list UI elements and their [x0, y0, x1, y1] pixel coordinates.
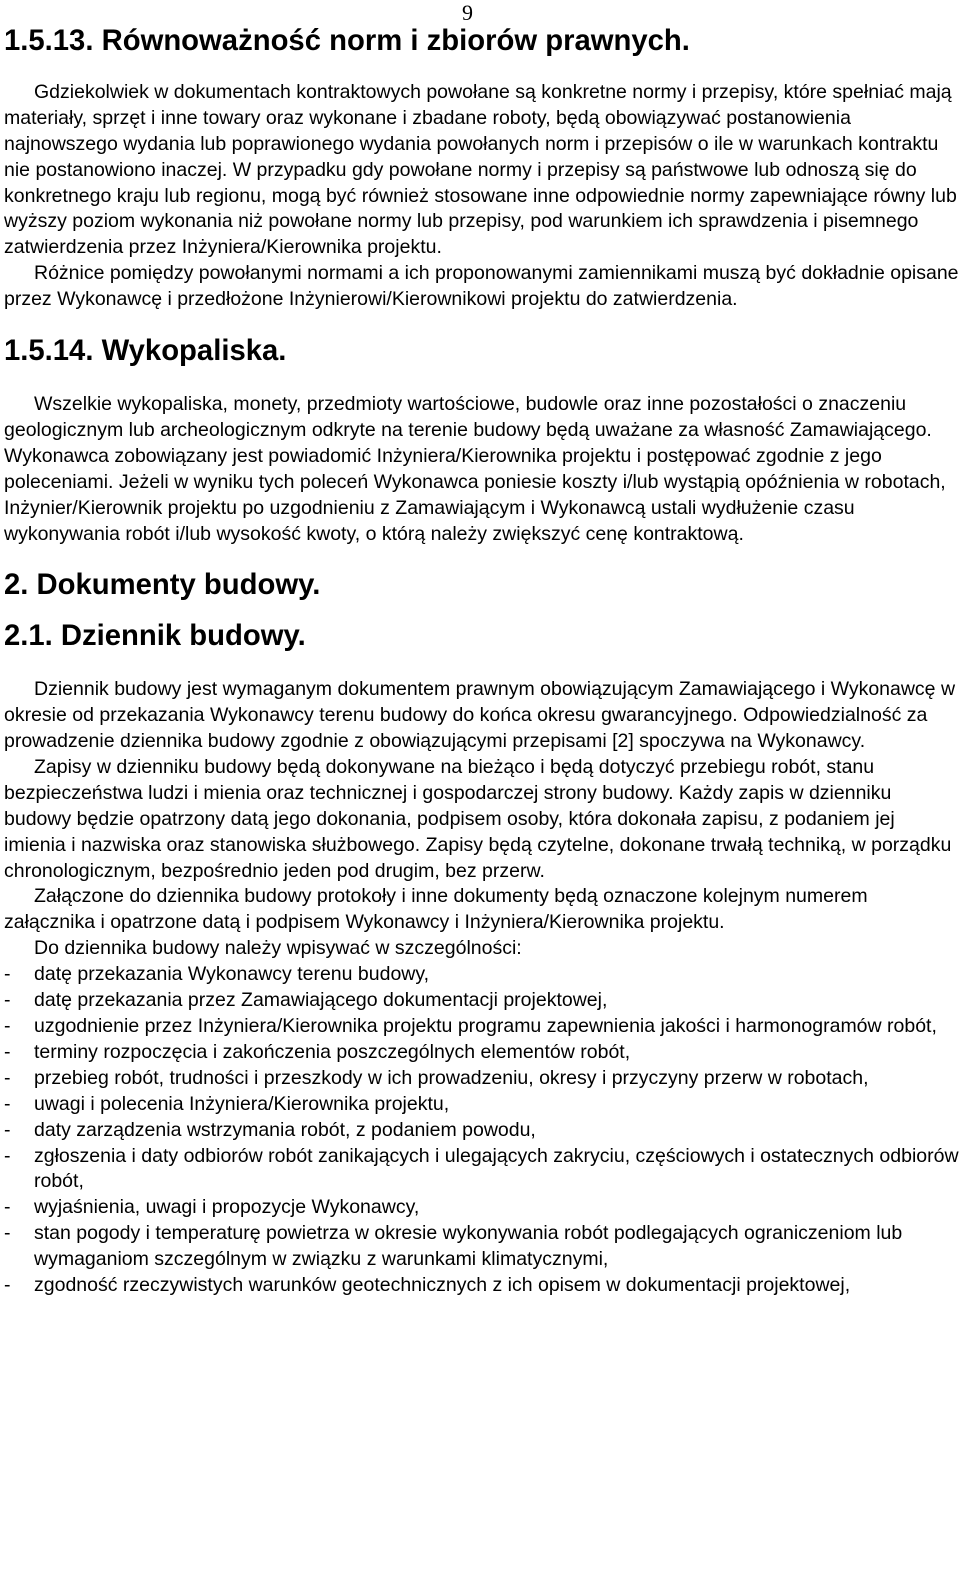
list-item: [4, 988, 959, 1014]
heading-2: 2. Dokumenty budowy.: [4, 569, 321, 602]
list-dash: -: [4, 1015, 11, 1037]
list-dash: -: [4, 1092, 11, 1115]
heading-1-5-14: 1.5.14. Wykopaliska.: [4, 335, 287, 368]
list-item: [4, 1092, 959, 1118]
list-item: [4, 962, 959, 988]
paragraph-site-diary-attachments: Załączone do dziennika budowy protokoły i inne dokumenty będą oznaczone kolejnym numerem załącznika i opatrzone datą i podpisem Wykonawcy i Inżyniera/Kierownika projektu.: [4, 885, 868, 934]
list-dash: -: [4, 963, 11, 986]
list-dash: -: [4, 1118, 11, 1141]
paragraph-norms-differences: Różnice pomiędzy powołanymi normami a ich proponowanymi zamiennikami muszą być dokładnie opisane przez Wykonawcę i przedłożone Inżynierowi/Kierownikowi projektu do zatwierdzenia.: [4, 262, 959, 311]
list-item: [4, 1221, 959, 1273]
site-diary-entry-list: [4, 962, 959, 1299]
paragraph-site-diary-definition: Dziennik budowy jest wymaganym dokumentem prawnym obowiązującym Zamawiającego i Wykonawcę w okresie od przekazania Wykonawcy terenu budowy do końca okresu gwarancyjnego. Odpowiedzialność za prowadzenie dziennika budowy zgodnie z obowiązującymi przepisami [2] spoczywa na Wykonawcy.: [4, 678, 956, 753]
list-item-text: uwagi i polecenia Inżyniera/Kierownika projektu,: [34, 1092, 450, 1115]
paragraph-excavations-procedure: Wykonawca zobowiązany jest powiadomić Inżyniera/Kierownika projektu i postępować zgodnie z jego poleceniami. Jeżeli w wyniku tych poleceń Wykonawca poniesie koszty i/lub wystąpią opóźnienia w robotach, Inżynier/Kierownik projektu po uzgodnieniu z Zamawiającym i Wykonawcą ustali wydłużenie czasu wykonywania robót i/lub wysokość kwoty, o którą należy zwiększyć cenę kontraktową.: [4, 444, 946, 545]
list-item-text: przebieg robót, trudności i przeszkody w ich prowadzeniu, okresy i przyczyny przerw w robotach,: [34, 1066, 869, 1089]
list-item: [4, 1195, 959, 1221]
paragraph-norms-equivalence: Gdziekolwiek w dokumentach kontraktowych powołane są konkretne normy i przepisy, które spełniać mają materiały, sprzęt i inne towary oraz wykonane i zbadane roboty, będą obowiązywać postanowienia najnowszego wydania lub poprawionego wydania powołanych norm i przepisów o ile w warunkach kontraktu nie postanowiono inaczej. W przypadku gdy powołane normy i przepisy są państwowe lub odnoszą się do konkretnego kraju lub regionu, mogą być również stosowane inne odpowiednie normy zapewniające równy lub wyższy poziom wykonania niż powołane normy lub przepisy, pod warunkiem ich sprawdzenia i pisemnego zatwierdzenia przez Inżyniera/Kierownika projektu.: [4, 80, 957, 259]
list-item-text: wyjaśnienia, uwagi i propozycje Wykonawcy,: [34, 1196, 420, 1219]
list-dash: -: [4, 1222, 11, 1245]
list-item-text: stan pogody i temperaturę powietrza w okresie wykonywania robót podlegających ograniczeniom lub wymaganiom szczególnym w związku z warunkami klimatycznymi,: [34, 1222, 903, 1271]
list-item-text: datę przekazania Wykonawcy terenu budowy,: [34, 963, 430, 986]
list-item-text: datę przekazania przez Zamawiającego dokumentacji projektowej,: [34, 989, 608, 1012]
list-item: [4, 1118, 959, 1144]
list-item-text: uzgodnienie przez Inżyniera/Kierownika projektu programu zapewnienia jakości i harmonogramów robót,: [34, 1015, 937, 1037]
list-dash: -: [4, 1040, 11, 1063]
heading-1-5-13: 1.5.13. Równoważność norm i zbiorów prawnych.: [4, 25, 690, 57]
list-item: [4, 1066, 959, 1092]
paragraph-excavations-property: Wszelkie wykopaliska, monety, przedmioty wartościowe, budowle oraz inne pozostałości o znaczeniu geologicznym lub archeologicznym odkryte na terenie budowy będą uważane za własność Zamawiającego.: [4, 392, 932, 441]
list-item: [4, 1014, 959, 1040]
page-number: 9: [462, 0, 473, 25]
list-item-text: zgodność rzeczywistych warunków geotechnicznych z ich opisem w dokumentacji projektowej,: [34, 1274, 851, 1297]
list-item-text: zgłoszenia i daty odbiorów robót zanikających i ulegających zakryciu, częściowych i ostatecznych odbiorów robót,: [34, 1144, 959, 1193]
document-body: [4, 25, 959, 1299]
paragraph-site-diary-entries: Zapisy w dzienniku budowy będą dokonywane na bieżąco i będą dotyczyć przebiegu robót, stanu bezpieczeństwa ludzi i mienia oraz technicznej i gospodarczej strony budowy. Każdy zapis w dzienniku budowy będzie opatrzony datą jego dokonania, podpisem osoby, która dokonała zapisu, z podaniem jej imienia i nazwiska oraz stanowiska służbowego. Zapisy będą czytelne, dokonane trwałą techniką, w porządku chronologicznym, bezpośrednio jeden pod drugim, bez przerw.: [4, 755, 952, 882]
list-dash: -: [4, 989, 11, 1012]
list-item: [4, 1144, 959, 1196]
paragraph-site-diary-list-intro: Do dziennika budowy należy wpisywać w szczególności:: [34, 937, 522, 960]
list-item: [4, 1273, 959, 1299]
list-item-text: terminy rozpoczęcia i zakończenia poszczególnych elementów robót,: [34, 1040, 631, 1063]
list-dash: -: [4, 1196, 11, 1219]
list-dash: -: [4, 1274, 11, 1297]
list-item: [4, 1040, 959, 1066]
list-item-text: daty zarządzenia wstrzymania robót, z podaniem powodu,: [34, 1118, 536, 1141]
list-dash: -: [4, 1066, 11, 1089]
list-dash: -: [4, 1144, 11, 1167]
heading-2-1: 2.1. Dziennik budowy.: [4, 620, 306, 653]
